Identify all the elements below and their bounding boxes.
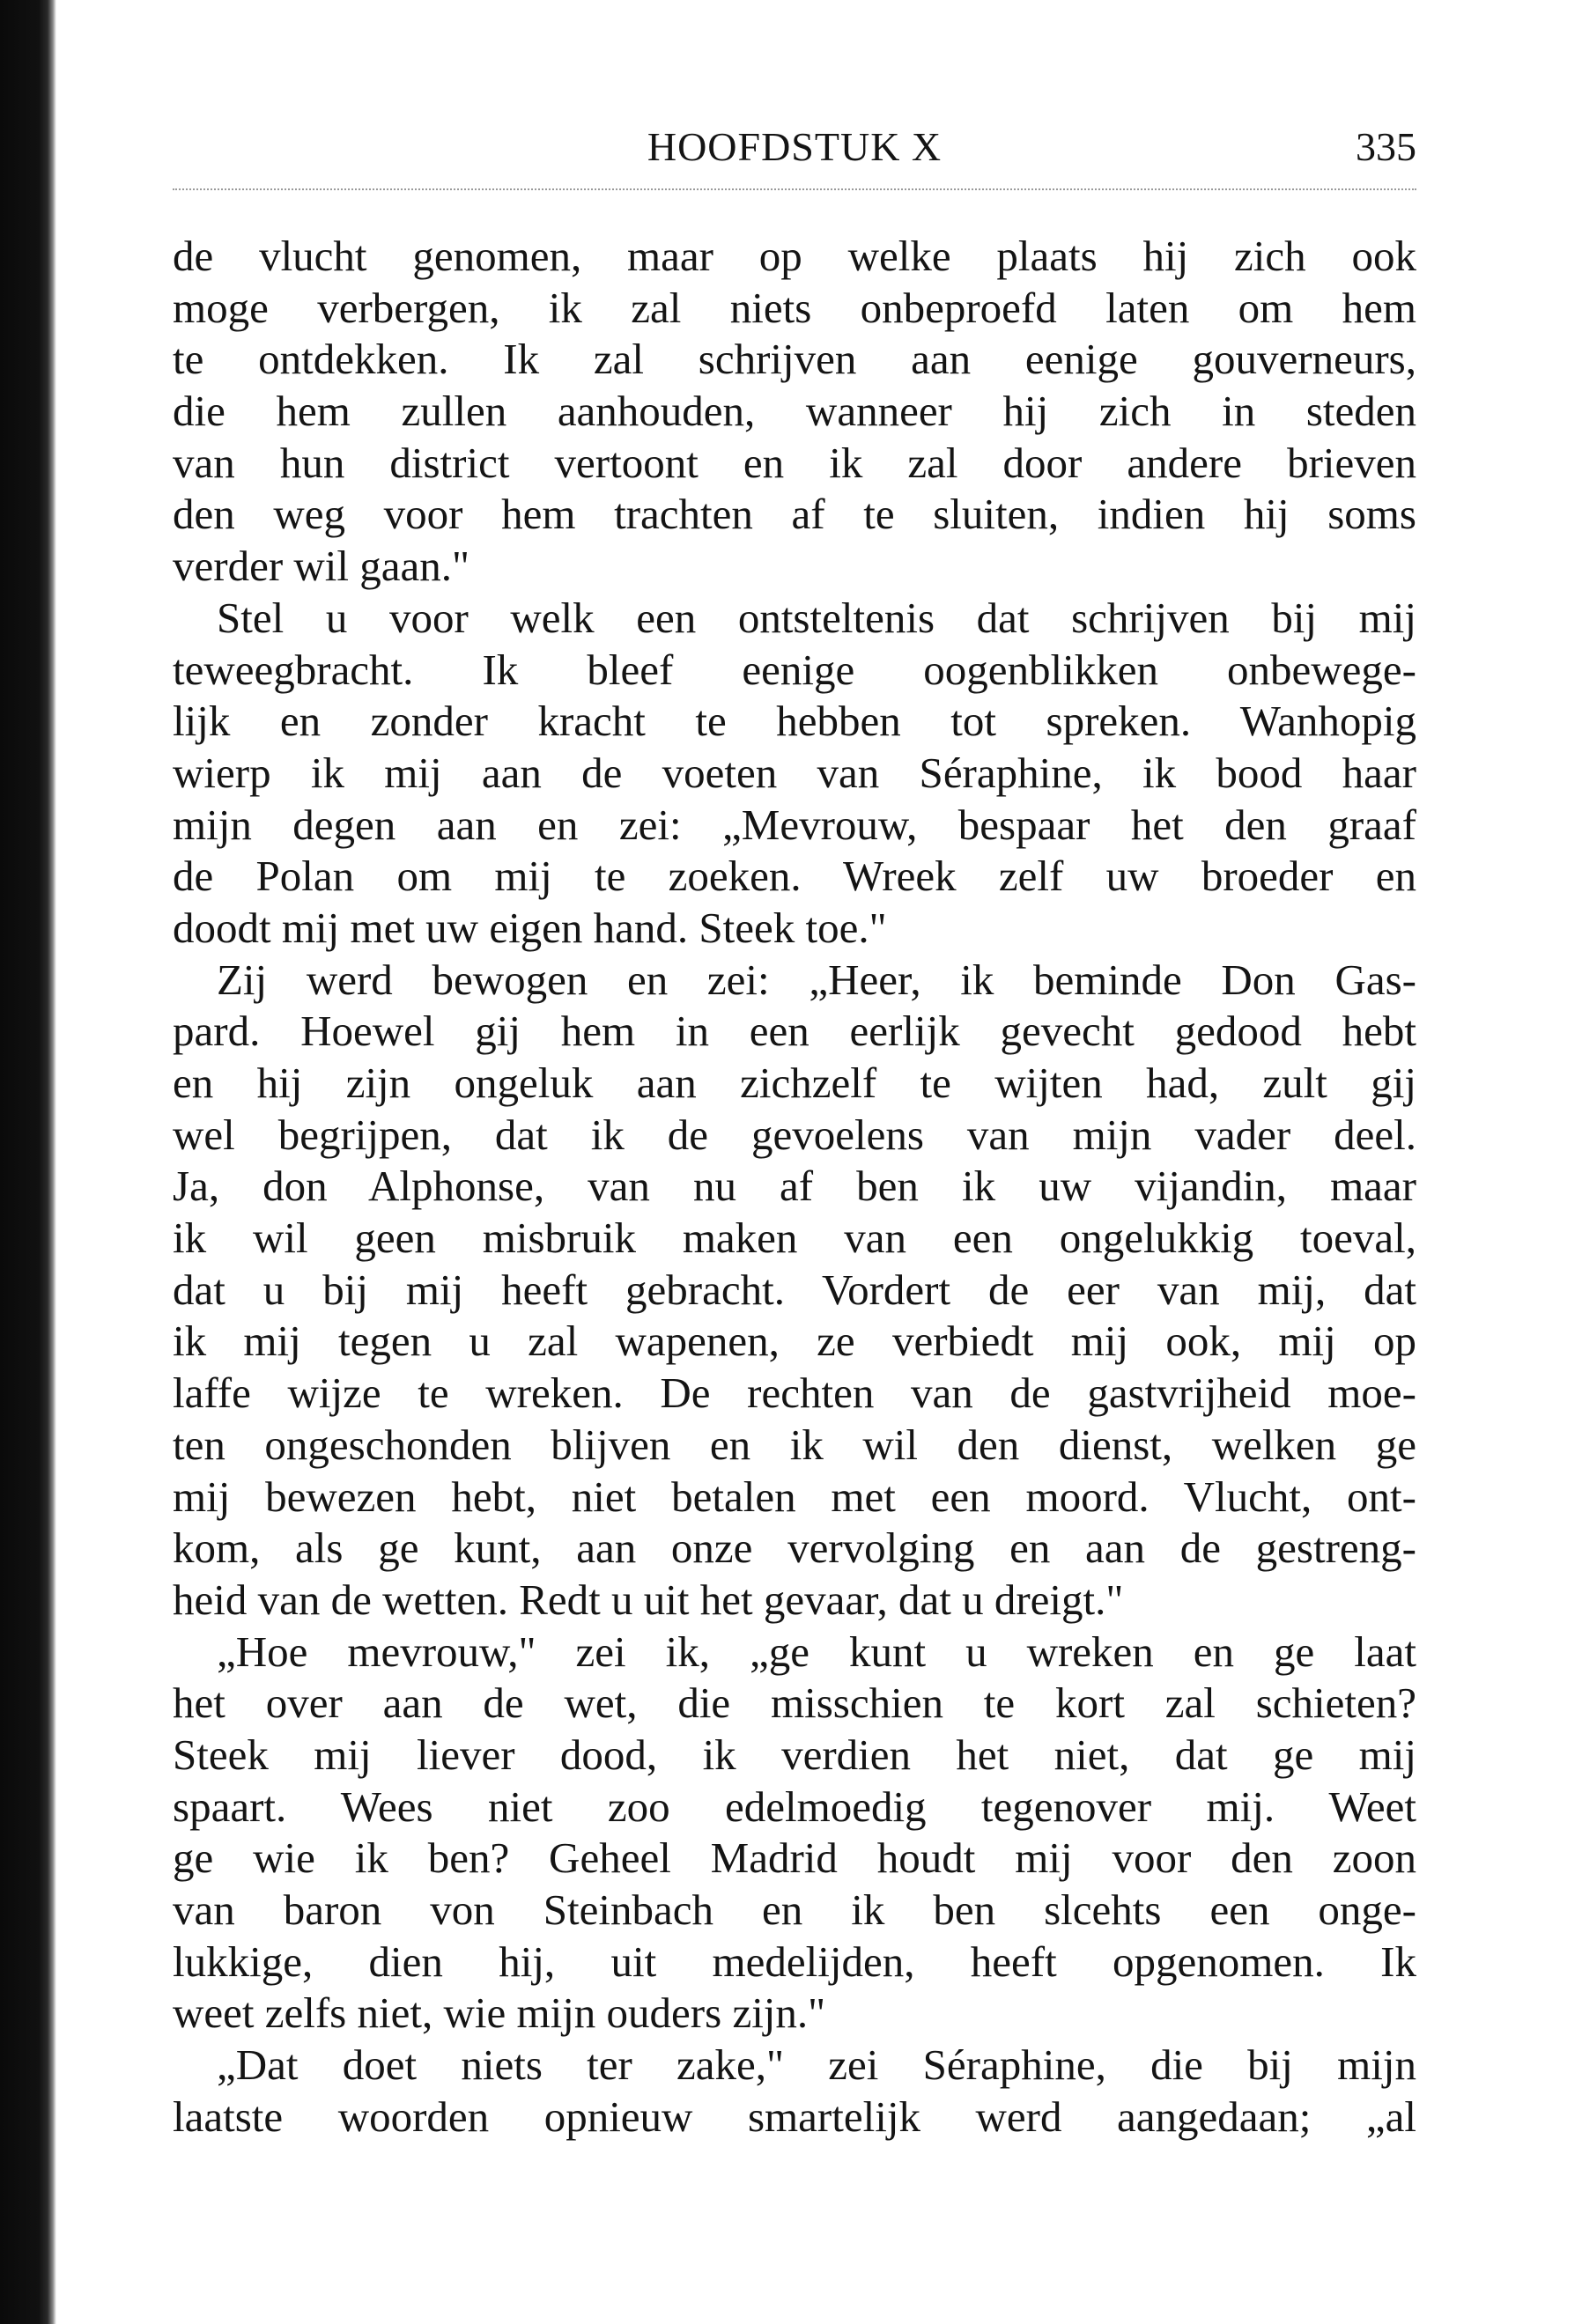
text-line: en hij zijn ongeluk aan zichzelf te wijten had, zult gij: [173, 1059, 1416, 1107]
text-line: die hem zullen aanhouden, wanneer hij zich in steden: [173, 387, 1416, 436]
text-line: „Hoe mevrouw," zei ik, „ge kunt u wreken en ge laat: [217, 1627, 1416, 1676]
text-line: weet zelfs niet, wie mijn ouders zijn.": [173, 1988, 826, 2038]
text-line: pard. Hoewel gij hem in een eerlijk gevecht gedood hebt: [173, 1007, 1416, 1056]
text-line: de vlucht genomen, maar op welke plaats hij zich ook: [173, 232, 1416, 280]
text-line: van hun district vertoont en ik zal door andere brieven: [173, 438, 1416, 487]
text-line: de Polan om mij te zoeken. Wreek zelf uw broeder en: [173, 852, 1416, 901]
text-line: dat u bij mij heeft gebracht. Vordert de eer van mij, dat: [173, 1265, 1416, 1314]
text-line: spaart. Wees niet zoo edelmoedig tegenover mij. Weet: [173, 1782, 1416, 1831]
text-line: het over aan de wet, die misschien te kort zal schieten?: [173, 1678, 1416, 1728]
body-text: [173, 231, 1416, 2143]
text-line: mij bewezen hebt, niet betalen met een moord. Vlucht, ont-: [173, 1472, 1416, 1521]
text-line: van baron von Steinbach en ik ben slcehts een onge-: [173, 1885, 1416, 1934]
text-line: laffe wijze te wreken. De rechten van de gastvrijheid moe-: [173, 1369, 1416, 1418]
text-line: den weg voor hem trachten af te sluiten, indien hij soms: [173, 490, 1416, 539]
text-line: mijn degen aan en zei: „Mevrouw, bespaar het den graaf: [173, 800, 1416, 849]
text-line: heid van de wetten. Redt u uit het gevaar, dat u dreigt.": [173, 1575, 1124, 1624]
text-line: Steek mij liever dood, ik verdien het niet, dat ge mij: [173, 1730, 1416, 1779]
text-line: moge verbergen, ik zal niets onbeproefd laten om hem: [173, 283, 1416, 332]
text-line: te ontdekken. Ik zal schrijven aan eenige gouverneurs,: [173, 335, 1416, 384]
text-line: kom, als ge kunt, aan onze vervolging en aan de gestreng-: [173, 1524, 1416, 1573]
text-line: Zij werd bewogen en zei: „Heer, ik beminde Don Gas-: [217, 955, 1416, 1004]
page-number: 335: [1356, 124, 1416, 169]
page-binding-edge: [0, 0, 56, 2324]
chapter-title: HOOFDSTUK X: [647, 124, 943, 169]
text-line: laatste woorden opnieuw smartelijk werd aangedaan; „al: [173, 2092, 1416, 2141]
text-line: ten ongeschonden blijven en ik wil den dienst, welken ge: [173, 1420, 1416, 1469]
text-line: lukkige, dien hij, uit medelijden, heeft opgenomen. Ik: [173, 1937, 1416, 1986]
text-line: wel begrijpen, dat ik de gevoelens van mijn vader deel.: [173, 1110, 1416, 1159]
text-line: ge wie ik ben? Geheel Madrid houdt mij voor den zoon: [173, 1833, 1416, 1883]
running-header: [173, 116, 1416, 173]
text-line: Stel u voor welk een ontsteltenis dat schrijven bij mij: [217, 593, 1416, 642]
text-line: doodt mij met uw eigen hand. Steek toe.": [173, 903, 887, 952]
text-line: „Dat doet niets ter zake," zei Séraphine, die bij mijn: [217, 2040, 1416, 2090]
text-line: lijk en zonder kracht te hebben tot spreken. Wanhopig: [173, 697, 1416, 746]
text-line: ik wil geen misbruik maken van een ongelukkig toeval,: [173, 1214, 1416, 1263]
text-line: wierp ik mij aan de voeten van Séraphine, ik bood haar: [173, 748, 1416, 797]
header-divider: [173, 188, 1416, 190]
text-line: verder wil gaan.": [173, 542, 469, 591]
text-line: Ja, don Alphonse, van nu af ben ik uw vijandin, maar: [173, 1162, 1416, 1211]
text-line: ik mij tegen u zal wapenen, ze verbiedt mij ook, mij op: [173, 1317, 1416, 1366]
text-line: teweegbracht. Ik bleef eenige oogenblikken onbewege-: [173, 645, 1416, 694]
